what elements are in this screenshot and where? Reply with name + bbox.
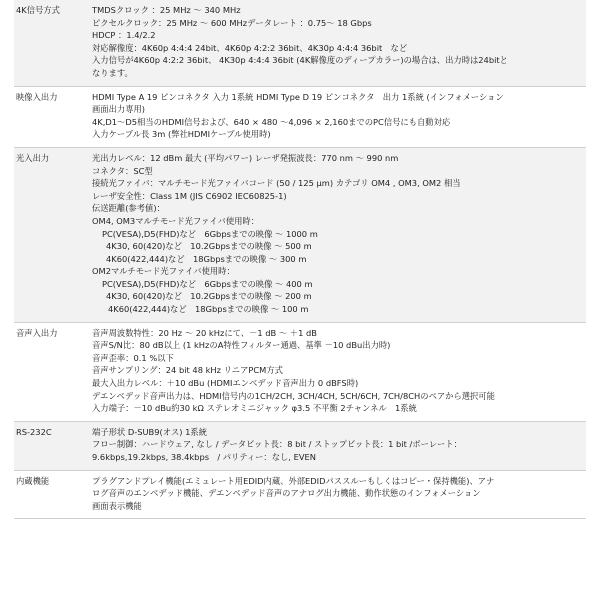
spec-value-line: 対応解像度：4K60p 4:4:4 24bit、4K60p 4:2:2 36bit、4K30p 4:4:4 36bit など — [92, 42, 408, 53]
spec-value-line: 光出力レベル：12 dBm 最大 (平均パワー) レーザ発振波長：770 nm ～ 990 nm — [92, 152, 399, 163]
spec-value-line: PC(VESA),D5(FHD)など 6Gbpsまでの映像 ～ 400 m — [102, 278, 313, 289]
spec-label: 音声入出力 — [14, 322, 86, 421]
spec-value-line: 音声歪率：0.1 %以下 — [92, 352, 174, 363]
spec-row — [14, 86, 586, 147]
spec-value-line: 4K30, 60(420)など 10.2Gbpsまでの映像 ～ 200 m — [106, 291, 312, 302]
spec-label: RS-232C — [14, 421, 86, 470]
spec-value-line: 4K,D1～D5相当のHDMI信号および、640 × 480 ～4,096 × 2,160までのPC信号にも自動対応 — [92, 116, 451, 127]
spec-value-line: OM4, OM3マルチモード光ファイバ使用時： — [92, 215, 260, 226]
spec-value — [86, 322, 586, 421]
spec-value — [86, 147, 586, 322]
spec-label: 映像入出力 — [14, 86, 86, 147]
spec-label: 光入出力 — [14, 147, 86, 322]
spec-row — [14, 147, 586, 322]
spec-label: 4K信号方式 — [14, 0, 86, 86]
spec-value-line: レーザ安全性：Class 1M (JIS C6902 IEC60825-1) — [92, 190, 287, 201]
spec-value — [86, 470, 586, 519]
spec-value-line: 画面表示機能 — [92, 500, 142, 511]
spec-value-line: 最大入出力レベル：＋10 dBu (HDMIエンベデッド音声出力 0 dBFS時) — [92, 378, 359, 389]
spec-value-line: ピクセルクロック：25 MHz ～ 600 MHzデータレート ：0.75～ 18 Gbps — [92, 17, 372, 28]
spec-value — [86, 421, 586, 470]
spec-table-body — [14, 0, 586, 519]
spec-value-line: デエンベデッド音声出力は、HDMI信号内の1CH/2CH, 3CH/4CH, 5CH/6CH, 7CH/8CHのペアから選択可能 — [92, 390, 495, 401]
spec-row — [14, 0, 586, 86]
spec-value-line: 4K60(422,444)など 18Gbpsまでの映像 ～ 100 m — [108, 304, 309, 315]
spec-value-line: HDCP ：1.4/2.2 — [92, 30, 156, 41]
spec-value — [86, 86, 586, 147]
spec-value-line: 4K60(422,444)など 18Gbpsまでの映像 ～ 300 m — [106, 253, 307, 264]
spec-row — [14, 470, 586, 519]
spec-value-line: コネクタ：SC型 — [92, 165, 153, 176]
spec-row — [14, 421, 586, 470]
spec-value-line: 入力端子：－10 dBu約30 kΩ ステレオミニジャック φ3.5 不平衡 2チャンネル 1系統 — [92, 403, 417, 414]
spec-value-line: 音声サンプリング：24 bit 48 kHz リニアPCM方式 — [92, 365, 283, 376]
spec-value-line: 入力ケーブル長 3m (弊社HDMIケーブル使用時) — [92, 129, 271, 140]
spec-value-line: 4K30, 60(420)など 10.2Gbpsまでの映像 ～ 500 m — [106, 241, 312, 252]
spec-value-line: プラグアンドプレイ機能(エミュレート用EDID内蔵、外部EDIDパススルーもしくはコピー・保持機能)、アナ — [92, 475, 495, 486]
spec-value-line: 伝送距離(参考値)： — [92, 203, 165, 214]
spec-table — [14, 0, 586, 519]
spec-value-line: 画面出力専用) — [92, 104, 146, 115]
spec-value-line: 音声周波数特性：20 Hz ～ 20 kHzにて、－1 dB ～ ＋1 dB — [92, 327, 317, 338]
spec-value-line: ログ音声のエンベデッド機能、デエンベデッド音声のアナログ出力機能、動作状態のインフォメーション — [92, 488, 481, 499]
spec-value — [86, 0, 586, 86]
spec-value-line: 端子形状 D-SUB9(オス) 1系統 — [92, 426, 208, 437]
spec-value-line: フロー制御：ハードウェア, なし / データビット長：8 bit / ストップビット長：1 bit /ボーレート： — [92, 439, 462, 450]
spec-value-line: 9.6kbps,19.2kbps, 38.4kbps / パリティー：なし, EVEN — [92, 452, 316, 462]
spec-value-line: OM2マルチモード光ファイバ使用時： — [92, 266, 235, 277]
spec-value-line: 音声S/N比：80 dB以上 (1 kHzのA特性フィルター通過、基準 －10 dBu出力時) — [92, 340, 391, 351]
spec-label: 内蔵機能 — [14, 470, 86, 519]
spec-value-line: 接続光ファイバ：マルチモード光ファイバコード (50 / 125 µm) カテゴリ OM4 , OM3, OM2 相当 — [92, 178, 461, 189]
spec-value-line: HDMI Type A 19 ピンコネクタ 入力 1系統 HDMI Type D 19 ピンコネクタ 出力 1系統 (インフォメーション — [92, 91, 504, 102]
spec-value-line: なります。 — [92, 67, 133, 78]
spec-row — [14, 322, 586, 421]
spec-value-line: TMDSクロック ：25 MHz ～ 340 MHz — [92, 5, 241, 15]
spec-value-line: 入力信号が4K60p 4:2:2 36bit、 4K30p 4:4:4 36bit (4K解像度のディープカラー)の場合は、出力時は24bitと — [92, 55, 508, 66]
spec-value-line: PC(VESA),D5(FHD)など 6Gbpsまでの映像 ～ 1000 m — [102, 228, 318, 239]
